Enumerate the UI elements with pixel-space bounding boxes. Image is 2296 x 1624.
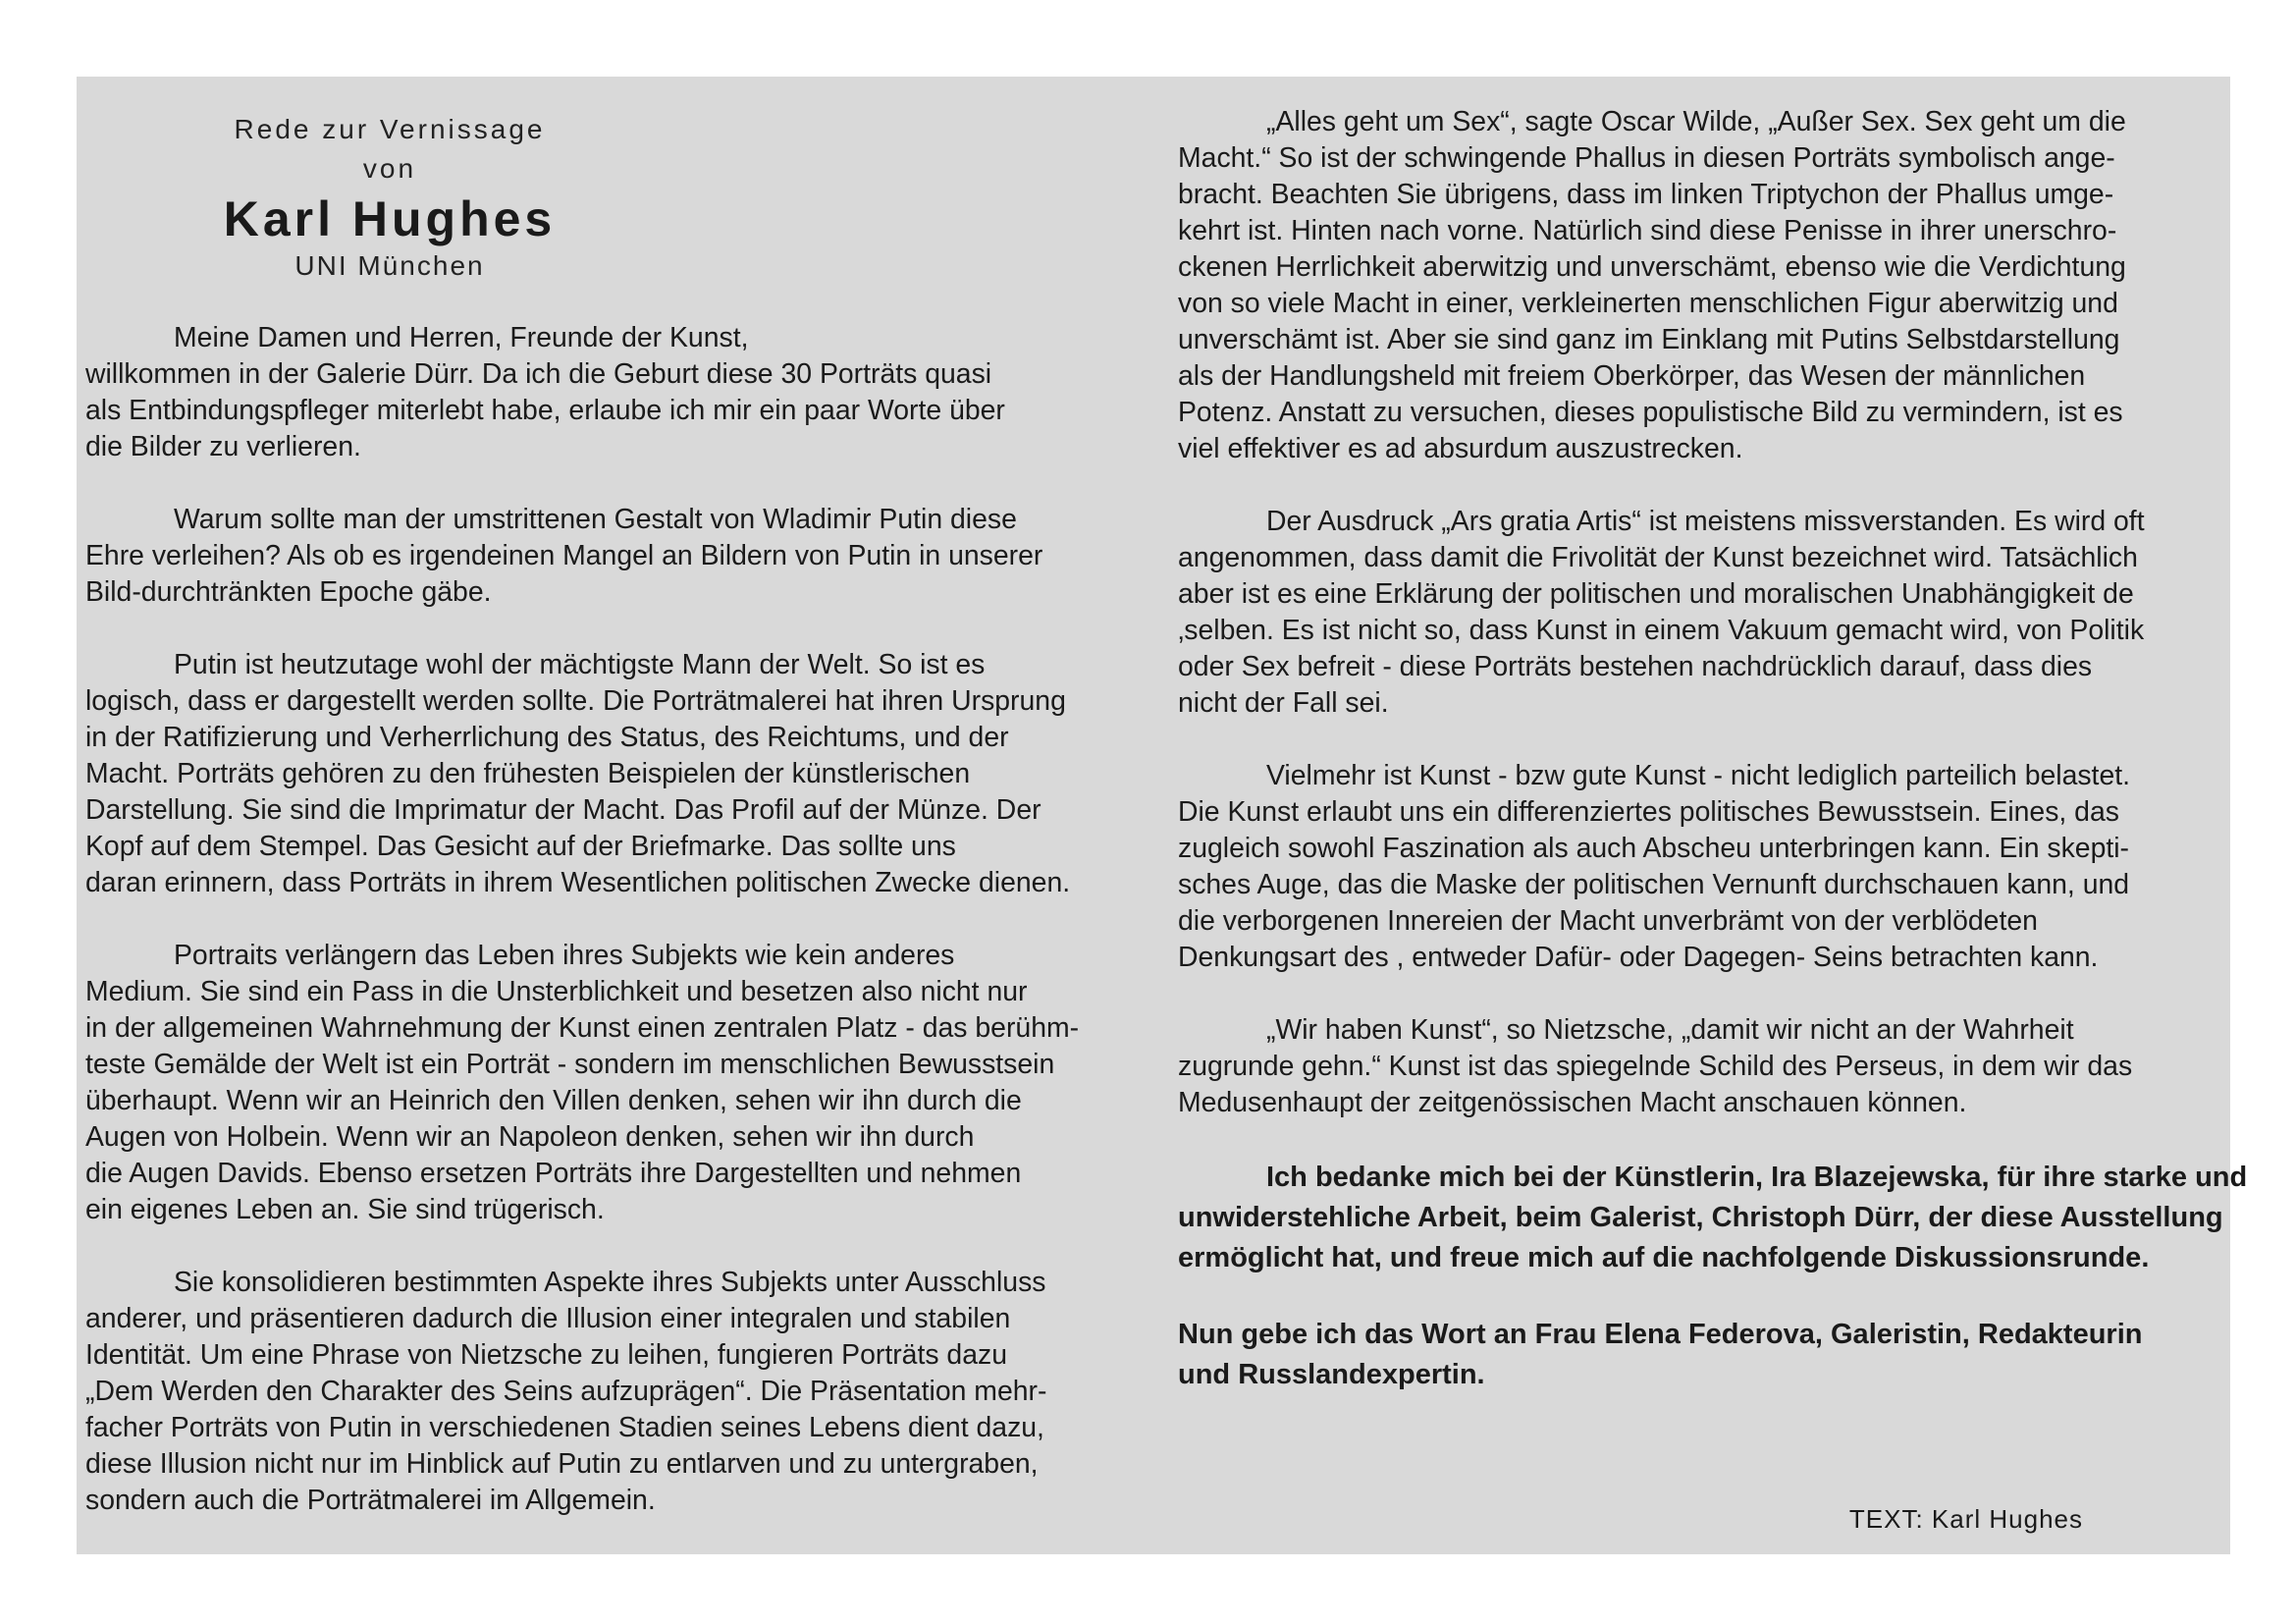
text-line: als der Handlungsheld mit freiem Oberkörper, das Wesen der männlichen: [1178, 360, 2086, 392]
header-line-2: von: [362, 153, 417, 184]
text-line: von so viele Macht in einer, verkleinerten menschlichen Figur aberwitzig und: [1178, 288, 2118, 319]
text-line: anderer, und präsentieren dadurch die Illusion einer integralen und stabilen: [85, 1303, 1011, 1334]
speaker-name: Karl Hughes: [223, 191, 557, 246]
left-body: [85, 320, 1148, 1519]
text-line: Augen von Holbein. Wenn wir an Napoleon denken, sehen wir ihn durch: [85, 1121, 975, 1153]
speech-header: [144, 110, 635, 283]
right-paragraph: [1178, 758, 2224, 976]
text-line: kehrt ist. Hinten nach vorne. Natürlich sind diese Penisse in ihrer unerschro-: [1178, 215, 2117, 246]
text-line: logisch, dass er dargestellt werden sollte. Die Porträtmalerei hat ihren Ursprung: [85, 685, 1066, 717]
closing-paragraph: [1178, 1315, 2224, 1395]
text-line: und Russlandexpertin.: [1178, 1359, 1485, 1390]
text-line: angenommen, dass damit die Frivolität der Kunst bezeichnet wird. Tatsächlich: [1178, 542, 2138, 573]
text-line: bracht. Beachten Sie übrigens, dass im linken Triptychon der Phallus umge-: [1178, 179, 2114, 210]
text-line: Identität. Um eine Phrase von Nietzsche zu leihen, fungieren Porträts dazu: [85, 1339, 1007, 1371]
text-line: nicht der Fall sei.: [1178, 687, 1389, 719]
right-body: [1178, 104, 2224, 1121]
left-paragraph: [85, 938, 1148, 1228]
left-column: [85, 110, 1148, 1555]
text-line: in der Ratifizierung und Verherrlichung des Status, des Reichtums, und der: [85, 722, 1009, 753]
left-paragraph: [85, 1265, 1148, 1519]
text-line: diese Illusion nicht nur im Hinblick auf Putin zu entlarven und zu untergraben,: [85, 1448, 1039, 1480]
text-line: ermöglicht hat, und freue mich auf die nachfolgende Diskussionsrunde.: [1178, 1242, 2150, 1273]
closing-paragraph: [1178, 1158, 2248, 1278]
text-line: Ich bedanke mich bei der Künstlerin, Ira Blazejewska, für ihre starke und: [1266, 1162, 2248, 1193]
right-paragraph: [1178, 504, 2224, 722]
text-line: ‚selben. Es ist nicht so, dass Kunst in einem Vakuum gemacht wird, von Politik: [1178, 615, 2145, 646]
text-line: Ehre verleihen? Als ob es irgendeinen Mangel an Bildern von Putin in unserer: [85, 540, 1043, 571]
text-line: willkommen in der Galerie Dürr. Da ich die Geburt diese 30 Porträts quasi: [85, 358, 992, 390]
page-panel: [77, 77, 2248, 1554]
text-line: „Dem Werden den Charakter des Seins aufzuprägen“. Die Präsentation mehr-: [85, 1376, 1047, 1407]
header-line-1: Rede zur Vernissage: [234, 114, 546, 144]
text-line: „Wir haben Kunst“, so Nietzsche, „damit wir nicht an der Wahrheit: [1266, 1014, 2074, 1046]
text-line: zugrunde gehn.“ Kunst ist das spiegelnde Schild des Perseus, in dem wir das: [1178, 1051, 2133, 1082]
text-line: Macht. Porträts gehören zu den frühesten Beispielen der künstlerischen: [85, 758, 971, 789]
text-line: Sie konsolidieren bestimmten Aspekte ihres Subjekts unter Ausschluss: [174, 1267, 1046, 1298]
text-line: facher Porträts von Putin in verschiedenen Stadien seines Lebens dient dazu,: [85, 1412, 1044, 1443]
text-line: ein eigenes Leben an. Sie sind trügerisch.: [85, 1194, 605, 1225]
text-line: sondern auch die Porträtmalerei im Allgemein.: [85, 1485, 656, 1516]
text-line: die Augen Davids. Ebenso ersetzen Porträts ihre Dargestellten und nehmen: [85, 1158, 1022, 1189]
text-line: Vielmehr ist Kunst - bzw gute Kunst - nicht lediglich parteilich belastet.: [1266, 760, 2131, 791]
text-line: Nun gebe ich das Wort an Frau Elena Federova, Galeristin, Redakteurin: [1178, 1319, 2143, 1350]
text-line: Putin ist heutzutage wohl der mächtigste Mann der Welt. So ist es: [174, 649, 986, 680]
text-line: unwiderstehliche Arbeit, beim Galerist, Christoph Dürr, der diese Ausstellung: [1178, 1202, 2223, 1233]
text-line: in der allgemeinen Wahrnehmung der Kunst einen zentralen Platz - das berühm-: [85, 1012, 1080, 1044]
text-line: unverschämt ist. Aber sie sind ganz im Einklang mit Putins Selbstdarstellung: [1178, 324, 2120, 355]
text-line: Medium. Sie sind ein Pass in die Unsterblichkeit und besetzen also nicht nur: [85, 976, 1028, 1007]
text-line: aber ist es eine Erklärung der politischen und moralischen Unabhängigkeit de: [1178, 578, 2134, 610]
text-line: Meine Damen und Herren, Freunde der Kunst,: [174, 322, 749, 353]
text-line: oder Sex befreit - diese Porträts bestehen nachdrücklich darauf, dass dies: [1178, 651, 2093, 682]
right-column: [1178, 104, 2248, 1432]
text-line: zugleich sowohl Faszination als auch Abscheu unterbringen kann. Ein skepti-: [1178, 833, 2130, 864]
text-line: ckenen Herrlichkeit aberwitzig und unverschämt, ebenso wie die Verdichtung: [1178, 251, 2126, 283]
text-line: daran erinnern, dass Porträts in ihrem Wesentlichen politischen Zwecke dienen.: [85, 867, 1071, 898]
text-line: viel effektiver es ad absurdum auszustrecken.: [1178, 433, 1743, 464]
text-line: Denkungsart des , entweder Dafür- oder Dagegen- Seins betrachten kann.: [1178, 942, 2099, 973]
text-line: Darstellung. Sie sind die Imprimatur der Macht. Das Profil auf der Münze. Der: [85, 794, 1041, 826]
right-paragraph: [1178, 1012, 2224, 1121]
speaker-affiliation: UNI München: [294, 250, 485, 281]
text-line: Medusenhaupt der zeitgenössischen Macht anschauen können.: [1178, 1087, 1967, 1118]
text-line: sches Auge, das die Maske der politischen Vernunft durchschauen kann, und: [1178, 869, 2130, 900]
text-line: „Alles geht um Sex“, sagte Oscar Wilde, „Außer Sex. Sex geht um die: [1266, 106, 2126, 137]
text-line: überhaupt. Wenn wir an Heinrich den Villen denken, sehen wir ihn durch die: [85, 1085, 1022, 1116]
text-line: Macht.“ So ist der schwingende Phallus in diesen Porträts symbolisch ange-: [1178, 142, 2115, 174]
left-paragraph: [85, 502, 1148, 611]
text-line: Warum sollte man der umstrittenen Gestalt von Wladimir Putin diese: [174, 504, 1017, 535]
text-line: Portraits verlängern das Leben ihres Subjekts wie kein anderes: [174, 940, 955, 971]
left-paragraph: [85, 647, 1148, 901]
text-line: teste Gemälde der Welt ist ein Porträt - sondern im menschlichen Bewusstsein: [85, 1049, 1055, 1080]
text-line: Die Kunst erlaubt uns ein differenziertes politisches Bewusstsein. Eines, das: [1178, 796, 2119, 828]
left-paragraph: [85, 320, 1148, 465]
text-line: als Entbindungspfleger miterlebt habe, erlaube ich mir ein paar Worte über: [85, 395, 1005, 426]
text-line: die Bilder zu verlieren.: [85, 431, 361, 462]
text-line: Der Ausdruck „Ars gratia Artis“ ist meistens missverstanden. Es wird oft: [1266, 506, 2145, 537]
text-line: Kopf auf dem Stempel. Das Gesicht auf der Briefmarke. Das sollte uns: [85, 831, 956, 862]
text-line: Bild-durchtränkten Epoche gäbe.: [85, 576, 492, 608]
text-line: Potenz. Anstatt zu versuchen, dieses populistische Bild zu vermindern, ist es: [1178, 397, 2123, 428]
closing-body: [1178, 1158, 2248, 1395]
text-credit: TEXT: Karl Hughes: [1848, 1504, 2083, 1534]
right-paragraph: [1178, 104, 2224, 467]
text-line: die verborgenen Innereien der Macht unverbrämt von der verblödeten: [1178, 905, 2038, 937]
